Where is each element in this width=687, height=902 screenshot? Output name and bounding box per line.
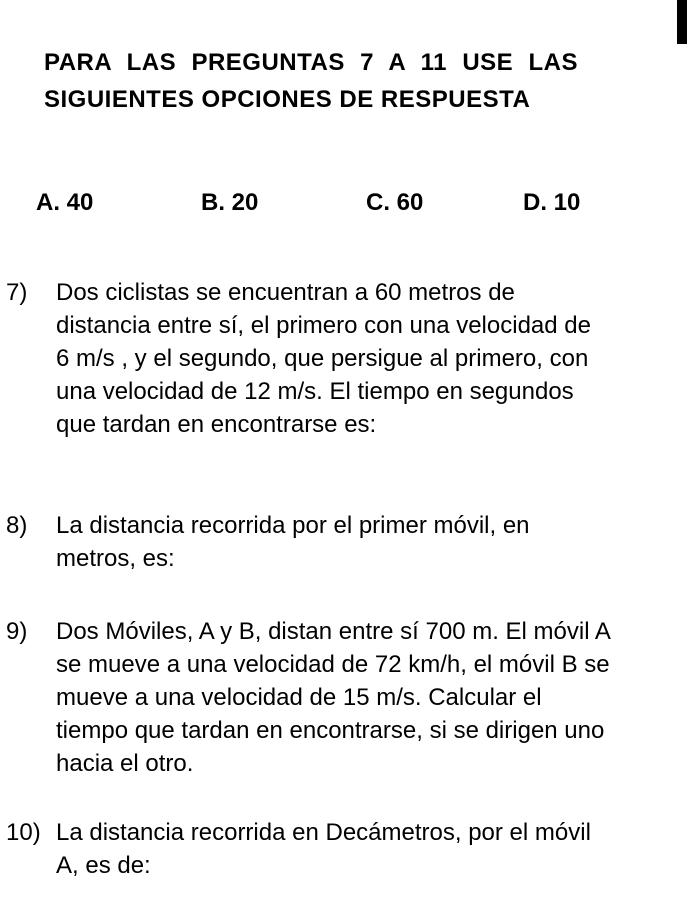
question-text: La distancia recorrida en Decámetros, por el móvil A, es de: — [56, 819, 591, 879]
option-b: B. 20 — [201, 189, 259, 216]
answer-options — [0, 186, 687, 220]
question-number: 7) — [6, 279, 28, 306]
corner-black-bar — [677, 0, 687, 44]
question-text: Dos Móviles, A y B, distan entre sí 700 m. El móvil A se mueve a una velocidad de 72 km/h, el móvil B se mueve a una velocidad de 15 m/s. Calcular el tiempo que tardan en encontrarse, si se dirigen uno hacia el otro. — [56, 618, 610, 777]
option-d: D. 10 — [523, 189, 581, 216]
question-text: La distancia recorrida por el primer móvil, en metros, es: — [56, 512, 530, 572]
question-number: 8) — [6, 512, 28, 539]
question-number: 10) — [6, 819, 41, 846]
question-number: 9) — [6, 618, 28, 645]
question-text: Dos ciclistas se encuentran a 60 metros de distancia entre sí, el primero con una velocidad de 6 m/s , y el segundo, que persigue al primero, con una velocidad de 12 m/s. El tiempo en segundos que tardan en encontrarse es: — [56, 279, 591, 438]
option-c: C. 60 — [366, 189, 424, 216]
instructions-heading: PARA LAS PREGUNTAS 7 A 11 USE LAS SIGUIENTES OPCIONES DE RESPUESTA — [44, 49, 578, 113]
question-7 — [0, 276, 660, 476]
question-9 — [0, 615, 660, 785]
question-10 — [0, 816, 660, 886]
question-8 — [0, 509, 660, 579]
option-a: A. 40 — [36, 189, 94, 216]
